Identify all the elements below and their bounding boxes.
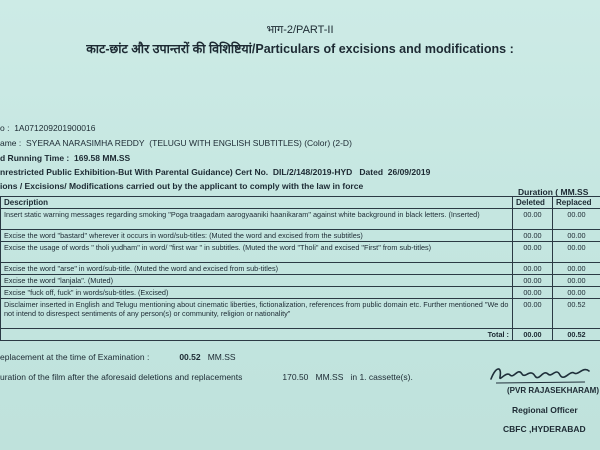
modifications-heading: ions / Excisions/ Modifications carried out by the applicant to comply with the law in force xyxy=(0,181,364,191)
file-no-value: 1A071209201900016 xyxy=(14,123,96,133)
row-deleted: 00.00 xyxy=(513,287,553,299)
table-row xyxy=(1,275,600,287)
column-deleted: Deleted xyxy=(513,197,553,209)
dated-label: Dated xyxy=(359,167,384,177)
table-row xyxy=(1,263,600,275)
certificate-line xyxy=(0,167,430,177)
film-name-label: ame : xyxy=(0,138,22,148)
running-time-line xyxy=(0,153,130,163)
signatory-name: (PVR RAJASEKHARAM) xyxy=(507,386,600,395)
running-time-value: 169.58 MM.SS xyxy=(74,153,131,163)
table-row xyxy=(1,230,600,242)
row-description: Excise the word "arse" in word/sub-title. (Muted the word and excised from sub-titles) xyxy=(1,263,513,275)
final-duration-value: 170.50 xyxy=(282,372,309,382)
file-no-label: o : xyxy=(0,123,10,133)
replacement-line xyxy=(0,352,236,362)
signature-icon xyxy=(488,362,594,388)
row-description: Excise the usage of words " tholi yudham" in word/ "first war " in subtitles. (Muted the word "Tholi" and excised "First" from sub-titles) xyxy=(1,242,513,263)
final-duration-unit: MM.SS xyxy=(315,372,344,382)
row-description: Excise the word "lanjala". (Muted) xyxy=(1,275,513,287)
row-replaced: 00.00 xyxy=(553,209,600,230)
cassette-count: in 1. cassette(s). xyxy=(350,372,413,382)
page-title: काट-छांट और उपान्तरों की विशिष्टियां/Particulars of excisions and modifications : xyxy=(86,42,514,56)
running-time-label: d Running Time : xyxy=(0,153,70,163)
row-replaced: 00.00 xyxy=(553,275,600,287)
duration-header: Duration ( MM.SS xyxy=(518,187,589,197)
certificate-number: DIL/2/148/2019-HYD xyxy=(272,167,353,177)
film-name-value: SYERAA NARASIMHA REDDY xyxy=(26,138,145,148)
total-deleted: 00.00 xyxy=(513,329,553,341)
row-description: Excise the word "bastard" wherever it occurs in word/sub-titles: (Muted the word and excised from the subtitles) xyxy=(1,230,513,242)
table-row xyxy=(1,287,600,299)
row-deleted: 00.00 xyxy=(513,263,553,275)
row-replaced: 00.00 xyxy=(553,287,600,299)
row-replaced: 00.52 xyxy=(553,299,600,329)
replacement-value: 00.52 xyxy=(179,352,201,362)
row-description: Excise "fuck off, fuck" in words/sub-titles. (Excised) xyxy=(1,287,513,299)
column-replaced: Replaced xyxy=(553,197,600,209)
signatory-designation: Regional Officer xyxy=(512,405,578,415)
table-row xyxy=(1,209,600,230)
row-deleted: 00.00 xyxy=(513,230,553,242)
row-replaced: 00.00 xyxy=(553,263,600,275)
dated-value: 26/09/2019 xyxy=(387,167,431,177)
film-language: (TELUGU WITH ENGLISH SUBTITLES) (Color) (2-D) xyxy=(149,138,352,148)
row-description: Disclaimer inserted in English and Telugu mentioning about cinematic liberties, fictionalization, references from public domain etc. Further mentioned "We do not intend to disrespect sentiments of any person(s) or community, religion or nationality" xyxy=(1,299,513,329)
total-label: Total : xyxy=(1,329,513,341)
row-replaced: 00.00 xyxy=(553,230,600,242)
row-replaced: 00.00 xyxy=(553,242,600,263)
modifications-table xyxy=(0,196,600,341)
row-deleted: 00.00 xyxy=(513,242,553,263)
film-name-line xyxy=(0,138,352,148)
table-row xyxy=(1,299,600,329)
file-no-line xyxy=(0,123,96,133)
replacement-label: eplacement at the time of Examination : xyxy=(0,352,150,362)
part-heading: भाग-2/PART-II xyxy=(266,24,334,36)
row-description: Insert static warning messages regarding smoking "Poga traagadam aarogyaaniki haanikaram" against white background in black letters. (Inserted) xyxy=(1,209,513,230)
table-row xyxy=(1,242,600,263)
final-duration-line xyxy=(0,372,413,382)
row-deleted: 00.00 xyxy=(513,275,553,287)
issuing-office: CBFC ,HYDERABAD xyxy=(503,424,586,434)
row-deleted: 00.00 xyxy=(513,209,553,230)
table-header-row xyxy=(1,197,600,209)
replacement-unit: MM.SS xyxy=(207,352,236,362)
certificate-category: nrestricted Public Exhibition-But With Parental Guidance) Cert No. xyxy=(0,167,269,177)
column-description: Description xyxy=(1,197,513,209)
total-replaced: 00.52 xyxy=(553,329,600,341)
total-row xyxy=(1,329,600,341)
row-deleted: 00.00 xyxy=(513,299,553,329)
final-duration-label: uration of the film after the aforesaid deletions and replacements xyxy=(0,372,243,382)
